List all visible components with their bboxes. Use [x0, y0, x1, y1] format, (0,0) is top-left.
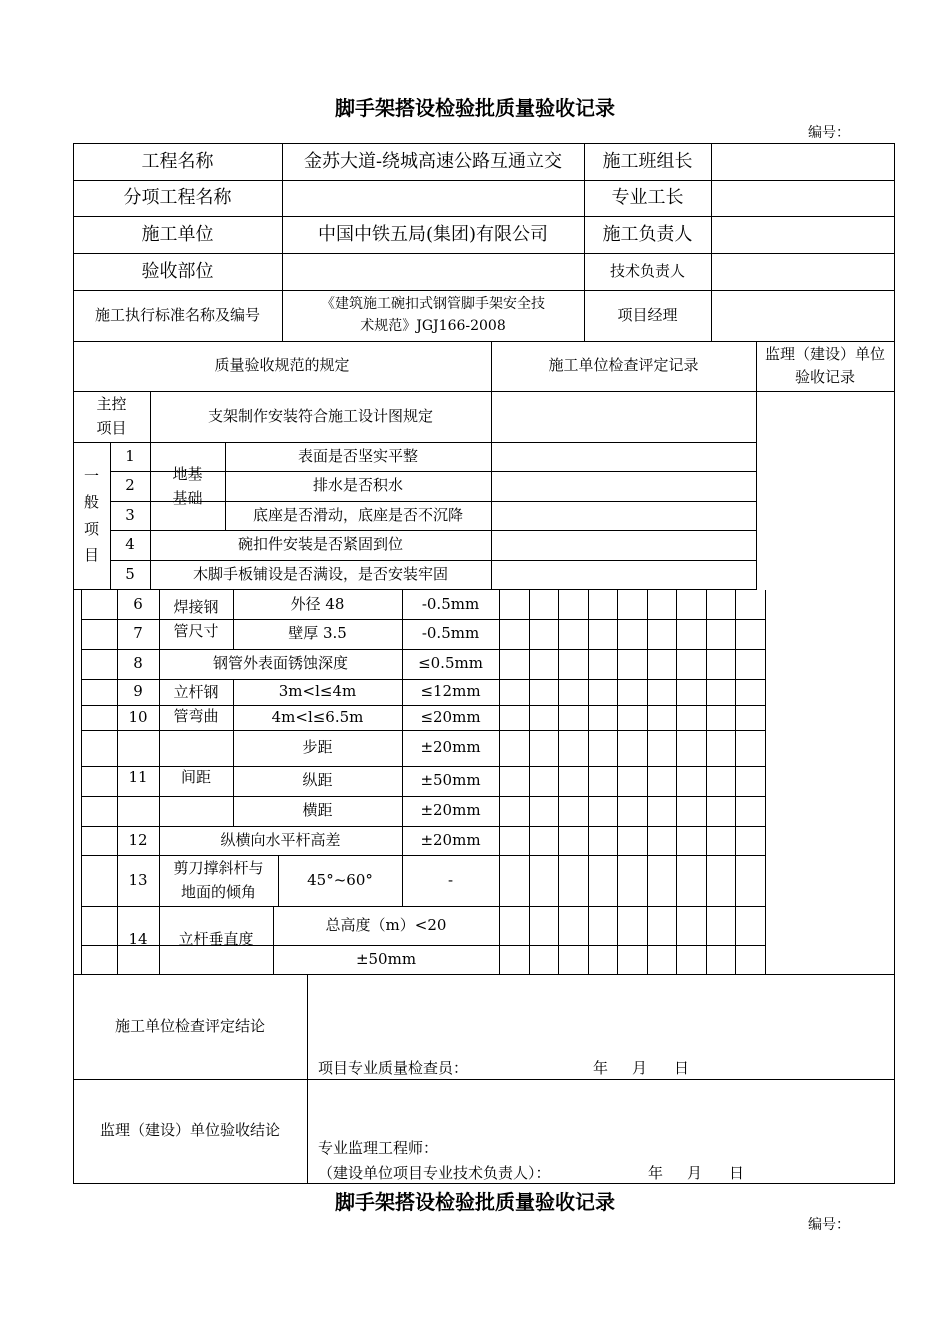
main-control-label-line2: 项目 — [96, 418, 127, 437]
item-number: 7 — [133, 624, 143, 643]
item-number: 11 — [128, 768, 148, 787]
rule — [765, 590, 766, 974]
item-number: 14 — [128, 930, 148, 949]
item-text: 底座是否滑动，底座是否不沉降 — [252, 505, 463, 524]
sub-project-label: 分项工程名称 — [123, 187, 232, 209]
general-items-label — [73, 442, 110, 589]
part-label: 验收部位 — [141, 260, 214, 282]
record-number-label: 编号： — [808, 1217, 850, 1233]
item-number: 10 — [128, 707, 148, 726]
main-control-label-line1: 主控 — [96, 395, 127, 414]
item-text: 表面是否坚实平整 — [297, 446, 418, 465]
team-leader-field[interactable] — [711, 143, 894, 180]
sub-item: 步距 — [302, 738, 333, 757]
rule — [499, 590, 500, 974]
brace-angle-label — [159, 855, 278, 906]
welded-pipe-size-label — [159, 590, 233, 649]
tolerance-value: ±20mm — [420, 830, 481, 849]
foundation-group-label — [150, 442, 225, 531]
supervisor-header-line2: 验收记录 — [794, 368, 855, 386]
welded-pipe-line1: 焊接钢 — [173, 598, 219, 617]
record-number-label: 编号： — [808, 125, 850, 141]
sub-item: 横距 — [302, 801, 333, 820]
date-month: 月 — [632, 1059, 648, 1077]
rule — [676, 590, 677, 974]
date-month: 月 — [687, 1164, 703, 1182]
item-number: 2 — [125, 476, 135, 495]
item-text: 碗扣件安装是否紧固到位 — [237, 535, 403, 554]
standard-value-line2: 术规范》JGJ166-2008 — [360, 317, 506, 334]
main-control-label — [73, 391, 150, 442]
tech-lead-field[interactable] — [711, 253, 894, 290]
contractor-label: 施工单位 — [141, 223, 214, 245]
date-year: 年 — [648, 1164, 664, 1182]
foreman-field[interactable] — [711, 180, 894, 216]
item-number: 8 — [133, 654, 143, 673]
page-title: 脚手架搭设检验批质量验收记录 — [335, 96, 615, 120]
supervisor-header-line1: 监理（建设）单位 — [764, 344, 885, 363]
pole-verticality-label: 立杆垂直度 — [178, 930, 254, 949]
item-number: 6 — [133, 594, 143, 613]
contractor-conclusion-label: 施工单位检查评定结论 — [114, 1016, 265, 1035]
rule — [529, 590, 530, 974]
pole-bending-line2: 管弯曲 — [173, 706, 219, 725]
tolerance-value: -0.5mm — [421, 624, 480, 643]
welded-pipe-line2: 管尺寸 — [173, 621, 219, 640]
foundation-line1: 地基 — [172, 465, 203, 484]
rule — [617, 590, 618, 974]
brace-angle-line1: 剪刀撑斜杆与 — [173, 859, 264, 878]
tolerance-value: ±50mm — [420, 771, 481, 790]
project-name-label: 工程名称 — [141, 150, 214, 172]
tolerance-value: -0.5mm — [421, 594, 480, 613]
item-text: 木脚手板铺设是否满设，是否安装牢固 — [192, 564, 448, 583]
general-label-char: 目 — [83, 545, 99, 564]
tolerance-value: - — [447, 870, 454, 889]
tolerance-value: ±50mm — [355, 949, 417, 968]
pole-bending-line1: 立杆钢 — [173, 683, 219, 702]
sub-project-field[interactable] — [282, 180, 584, 216]
item-number: 1 — [125, 446, 135, 465]
item-number: 9 — [133, 682, 143, 701]
contractor-value: 中国中铁五局(集团)有限公司 — [317, 223, 549, 245]
tolerance-value: ≤12mm — [420, 682, 481, 701]
tolerance-value: ±20mm — [420, 801, 481, 820]
contractor-check-column-header: 施工单位检查评定记录 — [548, 356, 699, 375]
date-day: 日 — [674, 1059, 690, 1077]
spacing-label: 间距 — [180, 768, 211, 787]
general-label-char: 一 — [83, 467, 99, 485]
item-number: 3 — [125, 505, 135, 524]
quality-inspector-label: 项目专业质量检查员： — [318, 1059, 469, 1077]
rule — [735, 590, 736, 974]
tolerance-value: ≤0.5mm — [418, 654, 483, 673]
project-name-value: 金苏大道-绕城高速公路互通立交 — [303, 150, 563, 172]
general-label-char: 项 — [83, 519, 99, 538]
foundation-line2: 基础 — [172, 488, 203, 507]
item-text: 纵横向水平杆高差 — [220, 830, 341, 849]
frame-bottom — [73, 1183, 895, 1184]
supervising-engineer-label: 专业监理工程师： — [318, 1139, 439, 1157]
tech-lead-label: 技术负责人 — [609, 261, 685, 280]
construction-lead-field[interactable] — [711, 216, 894, 253]
part-field[interactable] — [282, 253, 584, 290]
date-day: 日 — [729, 1164, 745, 1182]
sub-item: 总高度（m）<20 — [325, 915, 447, 934]
sub-item: 4m<l≤6.5m — [271, 707, 364, 726]
rule — [588, 590, 589, 974]
item-text: 钢管外表面锈蚀深度 — [212, 654, 348, 673]
rule — [307, 974, 308, 1183]
sub-item: 3m<l≤4m — [278, 682, 357, 701]
rule — [558, 590, 559, 974]
item-number: 4 — [125, 535, 135, 554]
construction-lead-label: 施工负责人 — [602, 223, 693, 245]
standard-value — [282, 290, 584, 341]
page-title-repeat: 脚手架搭设检验批质量验收记录 — [335, 1190, 615, 1214]
standard-label: 施工执行标准名称及编号 — [94, 305, 260, 324]
tolerance-value: ±20mm — [420, 738, 481, 757]
foreman-label: 专业工长 — [611, 187, 684, 209]
rule — [706, 590, 707, 974]
project-manager-label: 项目经理 — [617, 305, 678, 324]
team-leader-label: 施工班组长 — [602, 150, 693, 172]
standard-value-line1: 《建筑施工碗扣式钢管脚手架安全技 — [321, 295, 545, 312]
main-control-text: 支架制作安装符合施工设计图规定 — [207, 406, 433, 425]
item-number: 13 — [128, 870, 148, 889]
tolerance-value: ≤20mm — [420, 707, 481, 726]
pole-bending-label — [159, 679, 233, 730]
date-year: 年 — [593, 1059, 609, 1077]
sub-item: 外径 48 — [290, 594, 345, 613]
sub-item: 纵距 — [302, 771, 333, 790]
item-number: 12 — [128, 830, 148, 849]
item-number: 5 — [125, 564, 135, 583]
item-text: 排水是否积水 — [312, 476, 403, 495]
supervisor-column-header — [756, 341, 894, 391]
sub-item: 壁厚 3.5 — [288, 624, 347, 643]
rule — [647, 590, 648, 974]
project-manager-field[interactable] — [711, 290, 894, 341]
spec-column-header: 质量验收规范的规定 — [214, 356, 350, 375]
general-label-char: 般 — [83, 493, 99, 512]
supervisor-conclusion-label: 监理（建设）单位验收结论 — [99, 1121, 280, 1140]
brace-angle-line2: 地面的倾角 — [180, 882, 256, 901]
rule — [81, 590, 82, 974]
owner-tech-lead-label: （建设单位项目专业技术负责人）： — [318, 1164, 551, 1182]
sub-item: 45°~60° — [307, 870, 373, 889]
frame-right — [894, 143, 895, 1184]
